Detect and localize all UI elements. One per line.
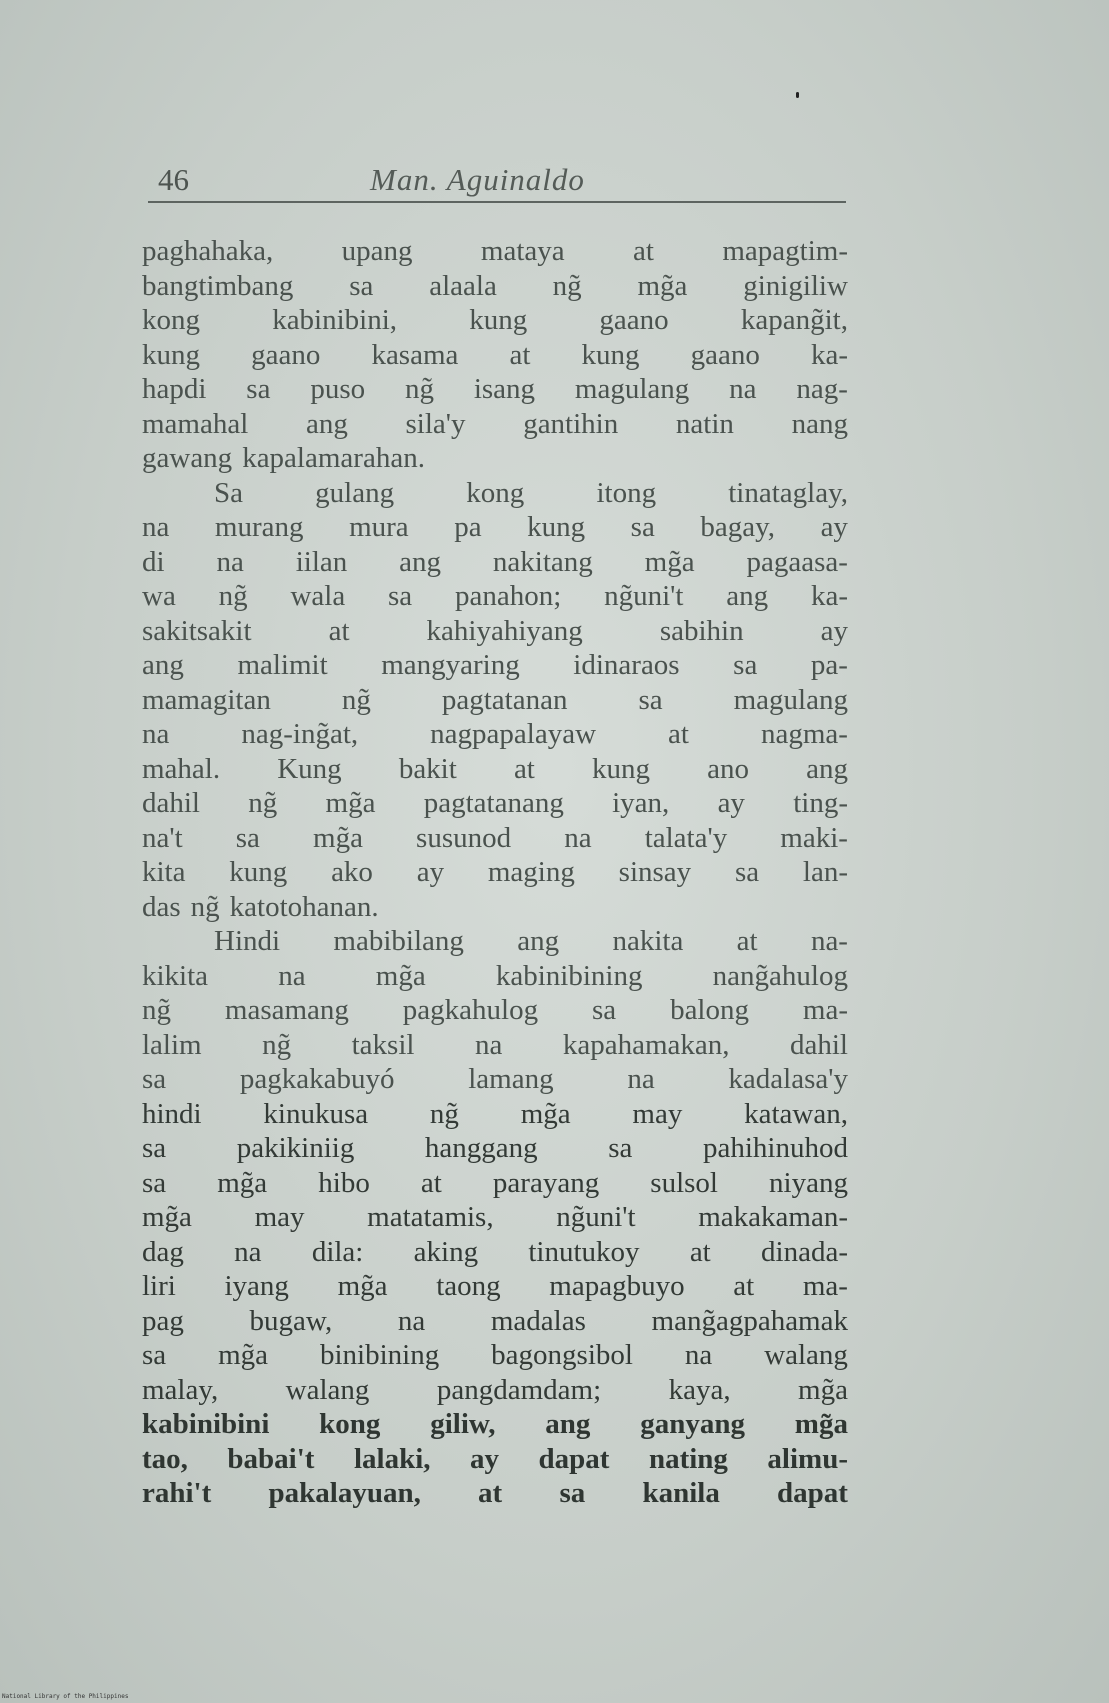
footer-credit: National Library of the Philippines bbox=[2, 1693, 129, 1700]
word: kahiyahiyang bbox=[426, 614, 583, 647]
word: pagkakabuyó bbox=[239, 1063, 395, 1095]
word: mamagitan bbox=[142, 683, 271, 716]
text-line bbox=[142, 510, 848, 545]
word: at bbox=[420, 1166, 442, 1199]
word: kung bbox=[581, 338, 640, 371]
word: kikita bbox=[142, 959, 209, 992]
word: walang bbox=[764, 1339, 848, 1371]
word: taksil bbox=[351, 1028, 415, 1061]
word: hibo bbox=[318, 1166, 370, 1199]
text-line bbox=[142, 683, 848, 718]
word: sa bbox=[559, 1477, 586, 1509]
word: isang bbox=[473, 373, 536, 405]
word: bugaw, bbox=[249, 1304, 333, 1337]
ink-speck bbox=[796, 92, 799, 98]
word: pagtatanan bbox=[441, 683, 568, 716]
word: na bbox=[216, 545, 244, 578]
word: lan- bbox=[802, 856, 848, 888]
word: ang bbox=[399, 545, 442, 578]
word: dapat bbox=[777, 1477, 848, 1509]
word: sa bbox=[246, 373, 271, 405]
text-line bbox=[142, 1028, 848, 1063]
word: sa bbox=[142, 1166, 167, 1199]
text-line bbox=[142, 717, 848, 752]
word: mg̃a bbox=[217, 1166, 268, 1199]
word: ang bbox=[806, 752, 848, 785]
word: hindi bbox=[142, 1097, 202, 1130]
word: at bbox=[633, 235, 654, 267]
word: makakaman- bbox=[698, 1201, 848, 1233]
text-line bbox=[142, 1269, 848, 1304]
word: sa bbox=[733, 649, 758, 681]
header-rule bbox=[148, 201, 846, 203]
word: ng̃ bbox=[262, 1028, 292, 1061]
word: na bbox=[278, 959, 306, 992]
word: pagaasa- bbox=[746, 545, 848, 578]
word: malimit bbox=[237, 649, 328, 681]
word: at bbox=[509, 338, 531, 371]
word: katotohanan. bbox=[229, 890, 379, 923]
word: niyang bbox=[769, 1166, 848, 1199]
word: sa bbox=[734, 856, 760, 888]
word: talata'y bbox=[644, 821, 728, 854]
word: na- bbox=[810, 925, 848, 957]
text-line bbox=[142, 924, 848, 959]
word: nakita bbox=[612, 925, 684, 957]
word: ng̃ bbox=[218, 580, 248, 612]
word: ma- bbox=[802, 994, 848, 1026]
text-line bbox=[142, 614, 848, 649]
word: pakikiniig bbox=[236, 1132, 355, 1164]
word: mangyaring bbox=[381, 649, 520, 681]
word: walang bbox=[285, 1373, 370, 1406]
word: may bbox=[632, 1097, 683, 1130]
word: na bbox=[627, 1063, 655, 1095]
word: ang bbox=[305, 407, 348, 440]
word: wala bbox=[290, 580, 346, 612]
word: nag-ing̃at, bbox=[241, 718, 359, 750]
word: gaano bbox=[690, 338, 760, 371]
word: kapalamarahan. bbox=[242, 442, 425, 474]
body-text bbox=[142, 234, 848, 1511]
text-line bbox=[142, 993, 848, 1028]
word: sa bbox=[142, 1132, 167, 1164]
word: matatamis, bbox=[367, 1201, 494, 1233]
word: ng̃ bbox=[404, 373, 434, 405]
word: Kung bbox=[277, 752, 342, 785]
word: kaya, bbox=[668, 1373, 731, 1406]
word: ting- bbox=[793, 787, 848, 819]
word: ay bbox=[470, 1442, 500, 1475]
word: dinada- bbox=[761, 1235, 848, 1268]
text-line bbox=[142, 1304, 848, 1339]
word: malay, bbox=[142, 1373, 219, 1406]
word: kabinibini bbox=[142, 1408, 270, 1440]
word: kong bbox=[142, 304, 200, 336]
word: parayang bbox=[492, 1166, 600, 1199]
text-line bbox=[142, 1476, 848, 1511]
word: gawang bbox=[142, 442, 233, 474]
word: dapat bbox=[538, 1442, 610, 1475]
word: ng̃ bbox=[248, 787, 278, 819]
word: mg̃a bbox=[218, 1339, 269, 1371]
word: kung bbox=[469, 304, 528, 336]
word: na bbox=[474, 1028, 503, 1061]
word: mg̃a bbox=[644, 545, 695, 578]
word: maging bbox=[487, 856, 575, 888]
text-line bbox=[142, 1338, 848, 1373]
word: nakitang bbox=[492, 545, 593, 578]
word: ng̃ bbox=[552, 269, 582, 302]
word: kinukusa bbox=[263, 1097, 369, 1130]
word: na bbox=[234, 1235, 262, 1268]
word: mg̃a bbox=[637, 269, 688, 302]
word: nating bbox=[648, 1442, 728, 1475]
word: puso bbox=[310, 373, 366, 405]
word: na bbox=[397, 1304, 426, 1337]
word: na bbox=[729, 373, 757, 405]
word: dahil bbox=[790, 1028, 848, 1061]
word: mg̃a bbox=[520, 1097, 571, 1130]
word: sa bbox=[638, 683, 663, 716]
word: sa bbox=[592, 994, 617, 1026]
word: mataya bbox=[480, 235, 565, 267]
word: panahon; bbox=[455, 580, 562, 612]
word: murang bbox=[214, 511, 304, 543]
word: at bbox=[478, 1477, 503, 1509]
word: ma- bbox=[802, 1270, 848, 1302]
word: upang bbox=[341, 235, 413, 267]
word: susunod bbox=[416, 821, 512, 854]
word: binibining bbox=[319, 1339, 440, 1371]
running-head: Man. Aguinaldo bbox=[370, 162, 585, 197]
word: ka- bbox=[810, 580, 848, 612]
word: kung bbox=[592, 752, 650, 785]
word: at bbox=[733, 1270, 755, 1302]
word: das bbox=[142, 890, 181, 923]
word: tao, bbox=[142, 1442, 188, 1475]
word: na bbox=[142, 718, 170, 750]
text-line bbox=[142, 1097, 848, 1132]
word: ang bbox=[517, 925, 560, 957]
word: ng̃ bbox=[190, 890, 220, 923]
word: mg̃a bbox=[794, 1408, 848, 1440]
word: kung bbox=[229, 856, 288, 888]
word: natin bbox=[675, 407, 734, 440]
word: hapdi bbox=[142, 373, 207, 405]
word: mura bbox=[349, 511, 409, 543]
text-line bbox=[142, 959, 848, 994]
word: na bbox=[142, 511, 170, 543]
word: sila'y bbox=[405, 407, 466, 440]
word: na't bbox=[142, 821, 183, 854]
text-line bbox=[142, 1131, 848, 1166]
word: ng̃uni't bbox=[556, 1201, 636, 1233]
page-number: 46 bbox=[158, 162, 189, 197]
text-line bbox=[142, 752, 848, 787]
word: Sa bbox=[214, 476, 243, 509]
word: mg̃a bbox=[325, 787, 376, 819]
word: mg̃a bbox=[337, 1270, 388, 1302]
word: gulang bbox=[315, 476, 395, 509]
word: hanggang bbox=[424, 1132, 538, 1164]
word: gaano bbox=[251, 338, 321, 371]
word: mg̃a bbox=[142, 1201, 192, 1233]
word: lamang bbox=[468, 1063, 554, 1095]
word: nag- bbox=[796, 373, 848, 405]
text-line bbox=[142, 303, 848, 338]
word: dahil bbox=[142, 787, 200, 819]
word: ng̃ bbox=[341, 683, 371, 716]
word: pahihinuhod bbox=[702, 1132, 848, 1164]
word: kapahamakan, bbox=[562, 1028, 730, 1061]
word: alimu- bbox=[767, 1442, 848, 1475]
word: ay bbox=[416, 856, 445, 888]
word: kong bbox=[319, 1408, 381, 1440]
word: sa bbox=[608, 1132, 633, 1164]
word: bagongsibol bbox=[491, 1339, 633, 1371]
word: kapang̃it, bbox=[740, 304, 848, 336]
word: bakit bbox=[398, 752, 457, 785]
text-line bbox=[142, 1407, 848, 1442]
word: mg̃a bbox=[798, 1373, 848, 1406]
word: iyang bbox=[224, 1270, 289, 1302]
word: paghahaka, bbox=[142, 235, 274, 267]
word: maki- bbox=[780, 821, 848, 854]
word: katawan, bbox=[744, 1097, 848, 1130]
text-line bbox=[142, 890, 848, 925]
text-line bbox=[142, 1235, 848, 1270]
word: nagpapalayaw bbox=[430, 718, 597, 750]
word: na bbox=[564, 821, 592, 854]
word: nagma- bbox=[761, 718, 848, 750]
word: sulsol bbox=[650, 1166, 718, 1199]
word: aking bbox=[413, 1235, 479, 1268]
text-line bbox=[142, 1200, 848, 1235]
word: at bbox=[668, 718, 689, 750]
text-line bbox=[142, 269, 848, 304]
word: sa bbox=[235, 821, 260, 854]
word: at bbox=[328, 614, 350, 647]
word: tinataglay, bbox=[728, 476, 848, 509]
word: balong bbox=[670, 994, 749, 1026]
word: may bbox=[254, 1201, 305, 1233]
word: ang bbox=[142, 649, 184, 681]
word: mang̃agpahamak bbox=[651, 1304, 848, 1337]
word: kong bbox=[466, 476, 525, 509]
word: mg̃a bbox=[313, 821, 363, 854]
word: na bbox=[684, 1339, 713, 1371]
word: taong bbox=[436, 1270, 501, 1302]
word: di bbox=[142, 545, 165, 578]
word: pagtatanang bbox=[423, 787, 564, 819]
word: sakitsakit bbox=[142, 614, 252, 647]
word: madalas bbox=[490, 1304, 586, 1337]
word: nang̃ahulog bbox=[712, 959, 848, 992]
word: magulang bbox=[733, 683, 848, 716]
word: ng̃ bbox=[142, 994, 171, 1026]
word: pangdamdam; bbox=[436, 1373, 602, 1406]
word: ang bbox=[726, 580, 769, 612]
word: lalim bbox=[142, 1028, 202, 1061]
word: ay bbox=[717, 787, 745, 819]
word: gaano bbox=[599, 304, 669, 336]
text-line bbox=[142, 1166, 848, 1201]
text-line bbox=[142, 855, 848, 890]
word: iilan bbox=[295, 545, 348, 578]
word: sabihin bbox=[659, 614, 744, 647]
word: sa bbox=[630, 511, 655, 543]
word: sa bbox=[142, 1063, 167, 1095]
text-line bbox=[142, 821, 848, 856]
word: ay bbox=[820, 511, 848, 543]
text-line bbox=[142, 1373, 848, 1408]
word: kadalasa'y bbox=[728, 1063, 848, 1095]
word: kabinibining bbox=[495, 959, 643, 992]
word: ako bbox=[331, 856, 373, 888]
word: tinutukoy bbox=[528, 1235, 640, 1268]
word: ginigiliw bbox=[743, 269, 848, 302]
word: ano bbox=[707, 752, 749, 785]
word: pagkahulog bbox=[402, 994, 539, 1026]
word: alaala bbox=[429, 269, 497, 302]
word: mamahal bbox=[142, 407, 249, 440]
word: pa bbox=[454, 511, 482, 543]
word: liri bbox=[142, 1270, 176, 1302]
word: sa bbox=[142, 1339, 167, 1371]
word: pag bbox=[142, 1304, 184, 1337]
word: itong bbox=[596, 476, 657, 509]
word: sa bbox=[388, 580, 413, 612]
word: ng̃ bbox=[429, 1097, 459, 1130]
text-line bbox=[142, 545, 848, 580]
word: bagay, bbox=[700, 511, 776, 543]
word: at bbox=[736, 925, 758, 957]
word: lalaki, bbox=[353, 1442, 431, 1475]
word: Hindi bbox=[214, 925, 281, 957]
word: babai't bbox=[227, 1442, 315, 1475]
text-line bbox=[142, 407, 848, 442]
word: ay bbox=[820, 614, 848, 647]
word: kanila bbox=[642, 1477, 720, 1509]
word: kasama bbox=[371, 338, 459, 371]
word: pakalayuan, bbox=[268, 1477, 421, 1509]
word: magulang bbox=[574, 373, 690, 405]
text-line bbox=[142, 1062, 848, 1097]
page-header bbox=[148, 160, 848, 200]
text-line bbox=[142, 372, 848, 407]
word: kabinibini, bbox=[272, 304, 398, 336]
word: mahal. bbox=[142, 752, 221, 785]
word: ang bbox=[545, 1408, 591, 1440]
word: kita bbox=[142, 856, 186, 888]
word: iyan, bbox=[612, 787, 670, 819]
word: mapagtim- bbox=[722, 235, 848, 267]
word: wa bbox=[142, 580, 176, 612]
text-line bbox=[142, 234, 848, 269]
word: kung bbox=[142, 338, 200, 371]
word: sinsay bbox=[618, 856, 692, 888]
word: dila: bbox=[311, 1235, 364, 1268]
word: rahi't bbox=[142, 1477, 212, 1509]
word: at bbox=[513, 752, 535, 785]
word: gantihin bbox=[523, 407, 619, 440]
text-line bbox=[142, 338, 848, 373]
word: pa- bbox=[810, 649, 848, 681]
word: ng̃uni't bbox=[604, 580, 684, 612]
text-line bbox=[142, 786, 848, 821]
text-line bbox=[142, 579, 848, 614]
word: sa bbox=[349, 269, 374, 302]
word: kung bbox=[527, 511, 586, 543]
word: mabibilang bbox=[333, 925, 464, 957]
word: masamang bbox=[224, 994, 349, 1026]
text-line bbox=[142, 648, 848, 683]
word: mg̃a bbox=[375, 959, 426, 992]
word: idinaraos bbox=[573, 649, 680, 681]
text-line bbox=[142, 476, 848, 511]
word: mapagbuyo bbox=[549, 1270, 685, 1302]
text-line bbox=[142, 441, 848, 476]
word: ka- bbox=[810, 338, 848, 371]
word: at bbox=[689, 1235, 711, 1268]
word: bangtimbang bbox=[142, 269, 294, 302]
word: nang bbox=[791, 407, 848, 440]
word: giliw, bbox=[430, 1408, 496, 1440]
word: dag bbox=[142, 1235, 184, 1268]
text-line bbox=[142, 1442, 848, 1477]
word: ganyang bbox=[640, 1408, 745, 1440]
